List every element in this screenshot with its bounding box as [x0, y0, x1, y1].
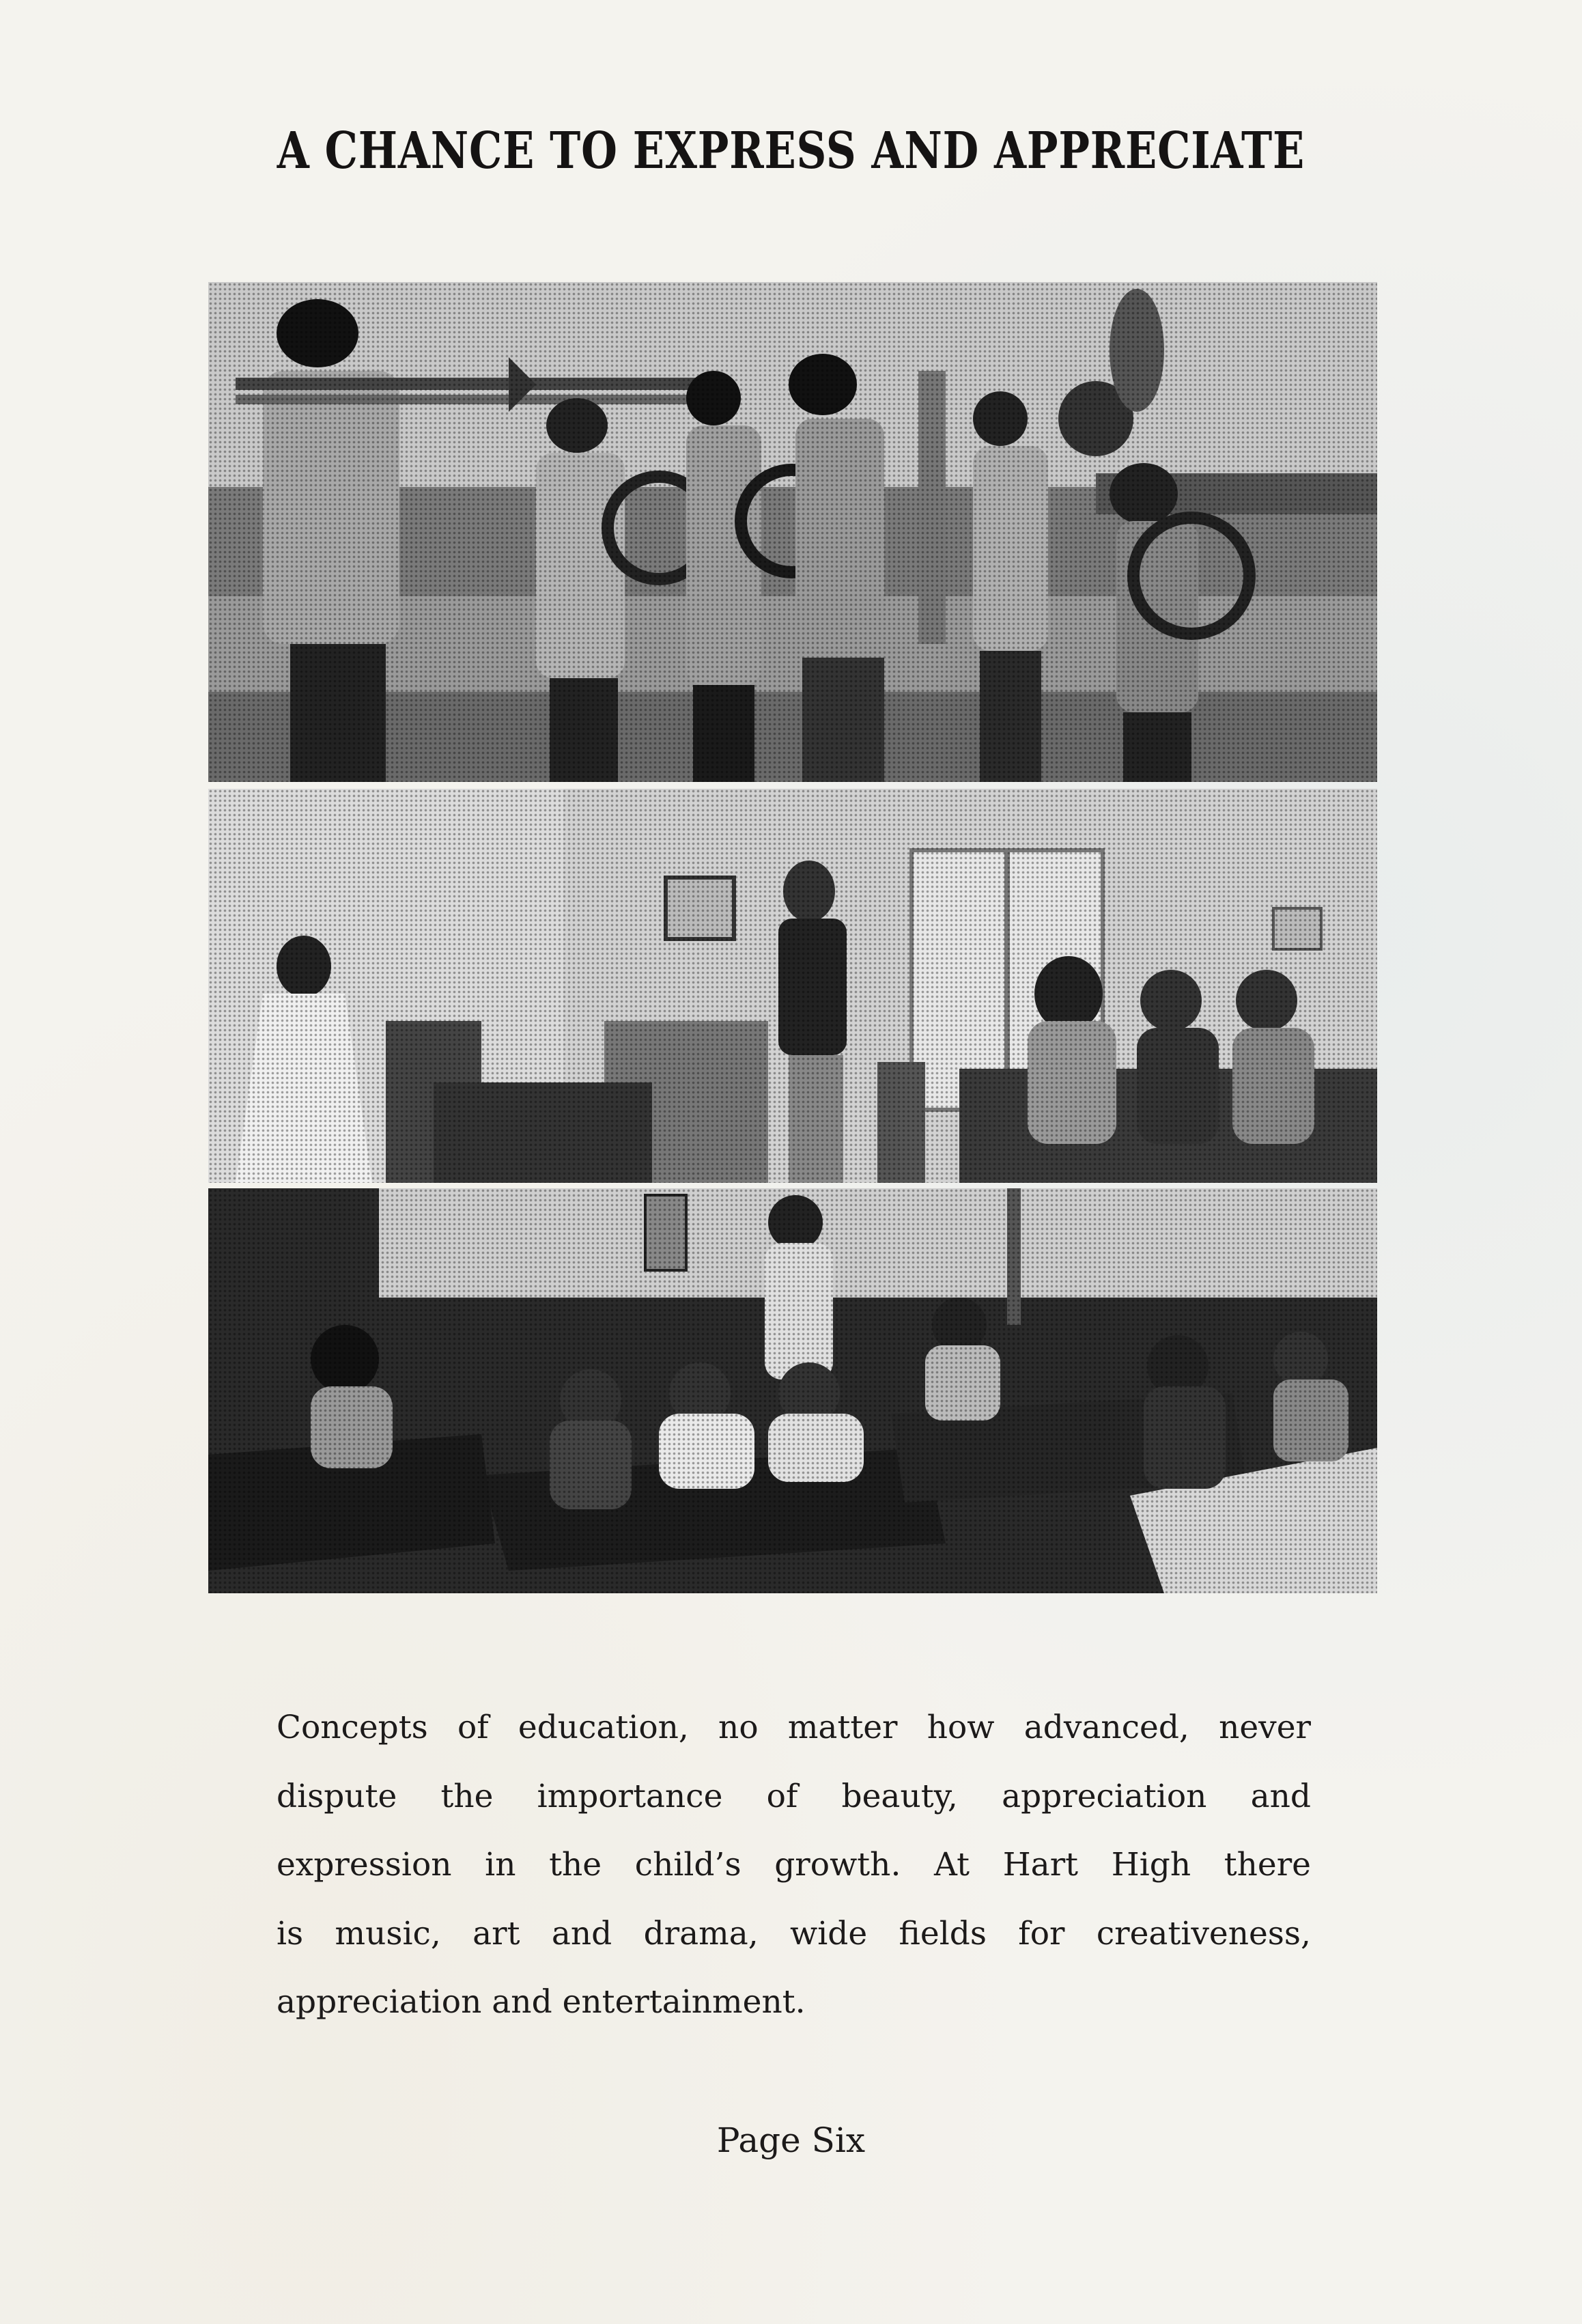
art-class-photo [208, 1188, 1377, 1593]
body-line: Concepts of education, no matter how advanced, never [277, 1709, 1311, 1746]
body-paragraph [277, 1694, 1311, 2037]
band-photo-illustration [208, 282, 1377, 782]
body-line: expression in the child’s growth. At Hart High there [277, 1846, 1311, 1884]
drama-photo [208, 789, 1377, 1183]
body-line: is music, art and drama, wide fields for creativeness, [277, 1914, 1311, 1952]
page-number: Page Six [716, 2120, 866, 2160]
band-photo [208, 282, 1377, 782]
drama-photo-illustration [208, 789, 1377, 1183]
art-class-photo-illustration [208, 1188, 1377, 1593]
body-line: appreciation and entertainment. [277, 1983, 806, 2021]
body-line: dispute the importance of beauty, appreciation and [277, 1777, 1311, 1815]
page-title: A CHANCE TO EXPRESS AND APPRECIATE [277, 122, 1305, 180]
